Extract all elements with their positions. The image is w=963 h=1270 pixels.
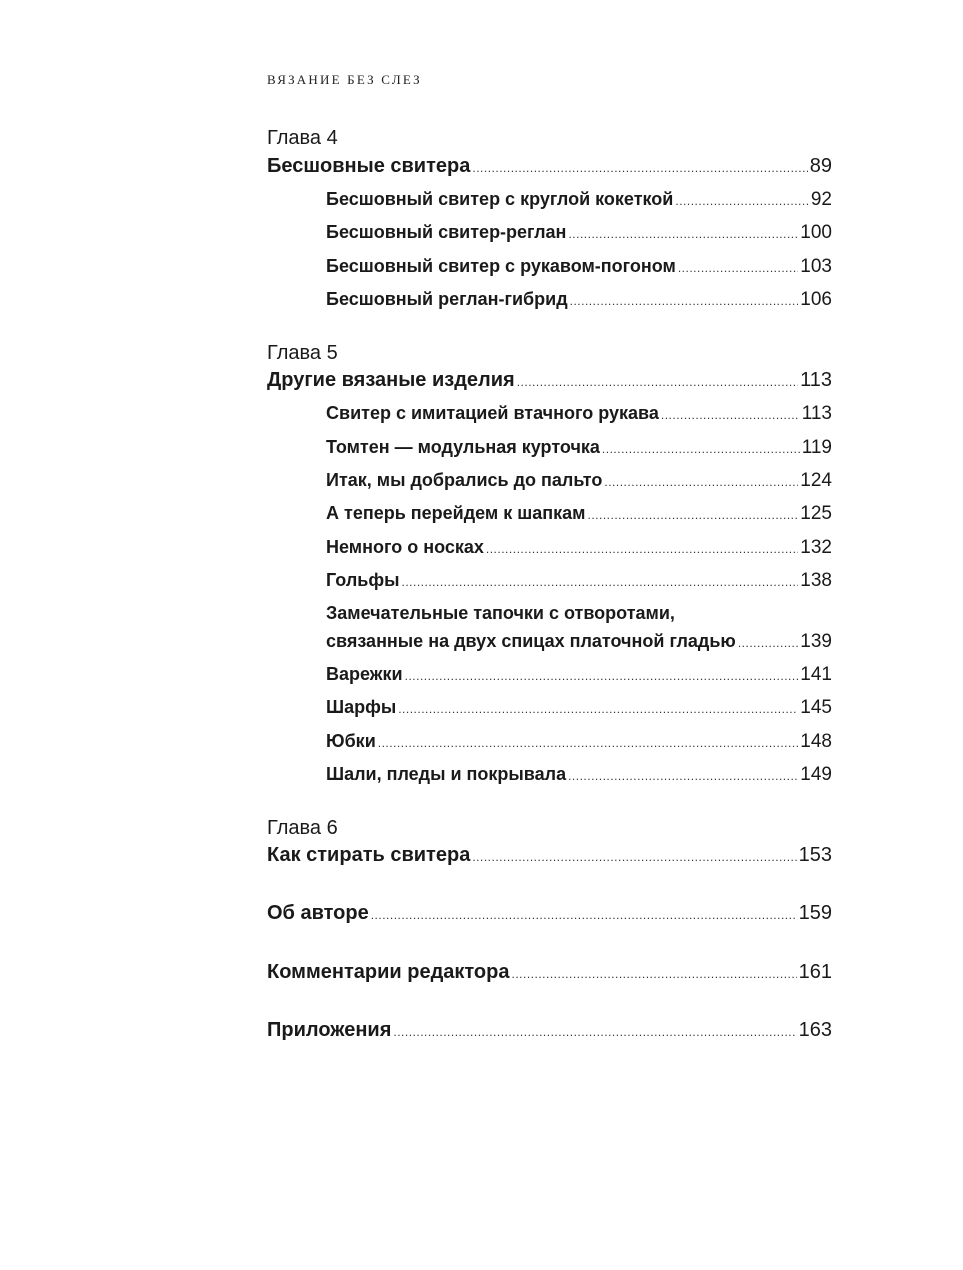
toc-page-number: 106 (800, 289, 832, 310)
toc-entry[interactable] (326, 501, 832, 527)
toc-page-number: 145 (800, 697, 832, 718)
dot-leader (378, 731, 799, 755)
toc-page-number: 163 (798, 1019, 832, 1041)
toc-entry-title: Как стирать свитера (267, 844, 471, 866)
toc-entry-title: Гольфы (326, 570, 400, 590)
running-head: ВЯЗАНИЕ БЕЗ СЛЕЗ (267, 72, 422, 87)
toc-entry-title: Приложения (267, 1019, 392, 1041)
dot-leader (472, 845, 796, 869)
toc-entry-chapter-4[interactable] (267, 154, 832, 180)
dot-leader (371, 903, 797, 927)
toc-entry[interactable] (326, 468, 832, 494)
dot-leader (570, 289, 799, 313)
toc-page-number: 100 (800, 222, 832, 243)
toc-page-number: 132 (800, 537, 832, 558)
toc-entry-title: Бесшовный свитер с круглой кокеткой (326, 189, 674, 209)
toc-entry-chapter-6[interactable] (267, 843, 832, 869)
toc-entry-appendices[interactable] (267, 1018, 832, 1044)
toc-page-number: 159 (798, 902, 832, 924)
toc-entry-title: Бесшовный свитер-реглан (326, 222, 567, 242)
toc-entry-title: Шарфы (326, 697, 397, 717)
toc-page-number: 92 (810, 189, 832, 210)
toc-entry-chapter-5[interactable] (267, 368, 832, 394)
chapter-6-label: Глава 6 (267, 817, 338, 839)
toc-page-number: 141 (800, 664, 832, 685)
toc-entry[interactable] (326, 535, 832, 561)
toc-page-number: 139 (800, 631, 832, 652)
toc-page-number: 161 (798, 961, 832, 983)
toc-entry-title: Об авторе (267, 902, 369, 924)
toc-entry-title: Немного о носках (326, 537, 484, 557)
toc-entry-editor-comments[interactable] (267, 960, 832, 986)
toc-entry-title: Шали, пледы и покрывала (326, 764, 567, 784)
toc-entry-title: Бесшовный реглан-гибрид (326, 289, 568, 309)
toc-page-number: 148 (800, 731, 832, 752)
toc-entry[interactable] (326, 568, 832, 594)
dot-leader (604, 470, 798, 494)
toc-entry[interactable] (326, 695, 832, 721)
toc-page-number: 153 (798, 844, 832, 866)
toc-entry[interactable] (326, 662, 832, 688)
toc-page-number: 103 (800, 256, 832, 277)
toc-page-number: 138 (800, 570, 832, 591)
dot-leader (678, 256, 798, 280)
toc-entry-title: Томтен — модульная курточка (326, 437, 600, 457)
toc-entry[interactable] (326, 629, 832, 655)
dot-leader (517, 370, 798, 394)
dot-leader (738, 631, 798, 655)
dot-leader (512, 962, 797, 986)
dot-leader (398, 697, 798, 721)
dot-leader (661, 403, 800, 427)
toc-entry[interactable] (326, 435, 832, 461)
toc-entry[interactable] (326, 729, 832, 755)
toc-entry-title: Свитер с имитацией втачного рукава (326, 403, 659, 423)
toc-entry[interactable] (326, 254, 832, 280)
toc-entry[interactable] (326, 220, 832, 246)
toc-entry[interactable] (326, 287, 832, 313)
toc-entry[interactable] (326, 187, 832, 213)
toc-entry-title: Итак, мы добрались до пальто (326, 470, 603, 490)
dot-leader (472, 156, 807, 180)
toc-page-number: 119 (801, 437, 832, 458)
dot-leader (405, 664, 799, 688)
toc-entry-title: Бесшовные свитера (267, 155, 471, 177)
toc-entry-title: Варежки (326, 664, 403, 684)
chapter-4-label: Глава 4 (267, 127, 338, 149)
toc-entry-title: Другие вязаные изделия (267, 369, 515, 391)
toc-entry-title: Бесшовный свитер с рукавом-погоном (326, 256, 676, 276)
toc-entry-title: Юбки (326, 731, 376, 751)
dot-leader (401, 570, 798, 594)
toc-entry-title: А теперь перейдем к шапкам (326, 503, 586, 523)
toc-page-number: 124 (800, 470, 832, 491)
toc-page-number: 149 (800, 764, 832, 785)
toc-entry-title: Комментарии редактора (267, 961, 510, 983)
dot-leader (393, 1020, 796, 1044)
toc-entry[interactable] (326, 762, 832, 788)
toc-entry-about-author[interactable] (267, 901, 832, 927)
toc-page-number: 113 (801, 403, 832, 424)
toc-page-number: 89 (809, 155, 832, 177)
dot-leader (486, 537, 798, 561)
toc-entry[interactable] (326, 401, 832, 427)
dot-leader (675, 189, 809, 213)
dot-leader (568, 222, 798, 246)
chapter-5-label: Глава 5 (267, 342, 338, 364)
toc-page-number: 125 (800, 503, 832, 524)
dot-leader (602, 437, 800, 461)
toc-entry-title: связанные на двух спицах платочной гладью (326, 631, 736, 651)
dot-leader (568, 764, 798, 788)
toc-entry-title-line1[interactable]: Замечательные тапочки с отворотами, (326, 603, 675, 623)
dot-leader (587, 503, 798, 527)
toc-page-number: 113 (800, 369, 832, 391)
